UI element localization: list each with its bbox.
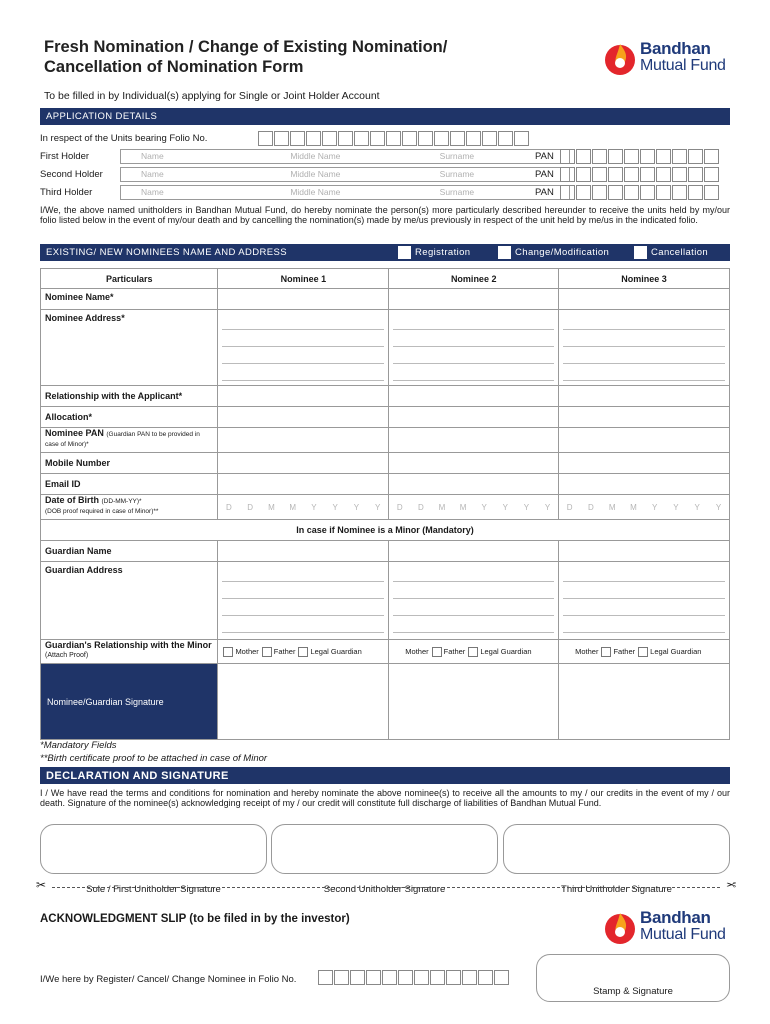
father-checkbox[interactable] — [638, 647, 648, 657]
nominees-header: EXISTING/ NEW NOMINEES NAME AND ADDRESS Registration Change/Modification Cancellation — [40, 244, 730, 261]
second-holder-pan-input[interactable] — [560, 167, 720, 182]
table-row: Particulars Nominee 1 Nominee 2 Nominee 3 — [41, 269, 730, 289]
nominee1-address-input[interactable] — [218, 310, 389, 386]
mother-checkbox[interactable] — [432, 647, 442, 657]
nominee1-mobile-input[interactable] — [218, 453, 389, 474]
nominee3-dob-input[interactable]: D D M M Y Y Y Y — [559, 495, 730, 520]
table-row: Mobile Number — [41, 453, 730, 474]
bandhan-logo: Bandhan Mutual Fund — [602, 38, 742, 78]
nominee3-email-input[interactable] — [559, 474, 730, 495]
cut-line — [36, 880, 736, 894]
second-holder-name-input[interactable]: Name Middle Name Surname — [120, 167, 570, 182]
nominee3-relationship-input[interactable] — [559, 386, 730, 407]
nominee1-signature-box[interactable] — [218, 664, 389, 740]
nominee1-name-input[interactable] — [218, 289, 389, 310]
holder-row-third: Third Holder Name Middle Name Surname PAN — [40, 185, 730, 203]
father-checkbox[interactable] — [468, 647, 478, 657]
stamp-signature-box[interactable]: Stamp & Signature — [536, 954, 730, 1002]
ack-folio-text: I/We here by Register/ Cancel/ Change Nominee in Folio No. — [40, 974, 297, 985]
table-row: Nominee Name* — [41, 289, 730, 310]
nominee2-allocation-input[interactable] — [389, 407, 559, 428]
guardian2-relation-options: Mother Father Legal Guardian — [389, 640, 559, 664]
first-holder-name-input[interactable]: Name Middle Name Surname — [120, 149, 570, 164]
table-row: Nominee Address* — [41, 310, 730, 386]
guardian2-address-input[interactable] — [389, 562, 559, 640]
guardian3-address-input[interactable] — [559, 562, 730, 640]
nominee2-pan-input[interactable] — [389, 428, 559, 453]
option-registration[interactable]: Registration — [398, 246, 471, 259]
nominee2-dob-input[interactable]: D D M M Y Y Y Y — [389, 495, 559, 520]
guardian2-name-input[interactable] — [389, 541, 559, 562]
mandatory-note: *Mandatory Fields — [40, 740, 117, 751]
folio-number-input[interactable] — [258, 131, 530, 146]
nominee3-signature-box[interactable] — [559, 664, 730, 740]
nominee2-address-input[interactable] — [389, 310, 559, 386]
nominee3-address-input[interactable] — [559, 310, 730, 386]
registration-checkbox[interactable] — [398, 246, 411, 259]
table-row: Guardian's Relationship with the Minor (Attach Proof) Mother Father Legal Guardian Mother Father Legal Guardian Mother Father Legal Guardian — [41, 640, 730, 664]
nominee3-name-input[interactable] — [559, 289, 730, 310]
table-row: Nominee/Guardian Signature — [41, 664, 730, 740]
subtitle: To be filled in by Individual(s) applying for Single or Joint Holder Account — [44, 90, 380, 102]
table-row: In case if Nominee is a Minor (Mandatory) — [41, 520, 730, 541]
declaration-text: I / We have read the terms and conditions for nomination and hereby nominate the above nominee(s) to receive all the amounts to my / our credits in the event of my / our death. Signature of the nominee(s) acknowledging receipt of my / our credit will constitute full discharge of liabilities of Bandhan Mutual Fund. — [40, 788, 730, 808]
holder-rows — [40, 149, 730, 203]
table-row: Allocation* — [41, 407, 730, 428]
scissors-icon: ✂ — [36, 878, 47, 892]
mother-checkbox[interactable] — [223, 647, 233, 657]
table-row: Nominee PAN (Guardian PAN to be provided in case of Minor)* — [41, 428, 730, 453]
nominee2-relationship-input[interactable] — [389, 386, 559, 407]
nominee2-mobile-input[interactable] — [389, 453, 559, 474]
guardian1-relation-options: Mother Father Legal Guardian — [218, 640, 389, 664]
flame-logo-icon — [602, 907, 638, 945]
ack-title: ACKNOWLEDGMENT SLIP (to be filed in by the investor) — [40, 913, 350, 925]
second-holder-signature-box[interactable]: Second Unitholder Signature — [271, 824, 498, 874]
flame-logo-icon — [602, 38, 638, 76]
nominee1-allocation-input[interactable] — [218, 407, 389, 428]
nomination-declaration-text: I/We, the above named unitholders in Bandhan Mutual Fund, do hereby nominate the person(s) more particularly described hereunder to receive the units held by my/our folio listed below in the event of my/our death and by cancelling the nomination(s) made by me/us previously in respect of the unit held by me/us in the indicated folio. — [40, 205, 730, 225]
nominee3-allocation-input[interactable] — [559, 407, 730, 428]
cancellation-checkbox[interactable] — [634, 246, 647, 259]
application-details-header: APPLICATION DETAILS — [40, 108, 730, 125]
table-row: Guardian Address — [41, 562, 730, 640]
table-row: Guardian Name — [41, 541, 730, 562]
ack-folio-input[interactable] — [318, 970, 510, 985]
table-row: Date of Birth (DD-MM-YY)* (DOB proof required in case of Minor)** D D M M Y Y Y Y D D M M Y Y Y Y D D M M Y Y Y Y — [41, 495, 730, 520]
nominee1-email-input[interactable] — [218, 474, 389, 495]
nominee-table — [40, 268, 730, 740]
nominee1-pan-input[interactable] — [218, 428, 389, 453]
holder-row-first: First Holder Name Middle Name Surname PAN — [40, 149, 730, 167]
first-holder-signature-box[interactable]: Sole / First Unitholder Signature — [40, 824, 267, 874]
father-checkbox[interactable] — [262, 647, 272, 657]
option-cancellation[interactable]: Cancellation — [634, 246, 708, 259]
scissors-icon: ✂ — [725, 878, 736, 892]
third-holder-signature-box[interactable]: Third Unitholder Signature — [503, 824, 730, 874]
guardian3-name-input[interactable] — [559, 541, 730, 562]
form-title: Fresh Nomination / Change of Existing Nomination/ Cancellation of Nomination Form — [44, 38, 448, 76]
legal-guardian-checkbox[interactable] — [298, 647, 308, 657]
mother-checkbox[interactable] — [601, 647, 611, 657]
folio-label: In respect of the Units bearing Folio No. — [40, 133, 208, 144]
table-row: Relationship with the Applicant* — [41, 386, 730, 407]
change-checkbox[interactable] — [498, 246, 511, 259]
nominee1-relationship-input[interactable] — [218, 386, 389, 407]
third-holder-pan-input[interactable] — [560, 185, 720, 200]
nominee3-mobile-input[interactable] — [559, 453, 730, 474]
guardian1-address-input[interactable] — [218, 562, 389, 640]
nominee1-dob-input[interactable]: D D M M Y Y Y Y — [218, 495, 389, 520]
bandhan-logo-ack: Bandhan Mutual Fund — [602, 907, 742, 947]
birth-proof-note: **Birth certificate proof to be attached in case of Minor — [40, 753, 268, 764]
guardian3-relation-options: Mother Father Legal Guardian — [559, 640, 730, 664]
nominee2-email-input[interactable] — [389, 474, 559, 495]
third-holder-name-input[interactable]: Name Middle Name Surname — [120, 185, 570, 200]
table-row: Email ID — [41, 474, 730, 495]
nominee2-signature-box[interactable] — [389, 664, 559, 740]
first-holder-pan-input[interactable] — [560, 149, 720, 164]
guardian1-name-input[interactable] — [218, 541, 389, 562]
nominee2-name-input[interactable] — [389, 289, 559, 310]
option-change[interactable]: Change/Modification — [498, 246, 609, 259]
declaration-header: DECLARATION AND SIGNATURE — [40, 767, 730, 784]
nominee3-pan-input[interactable] — [559, 428, 730, 453]
holder-row-second: Second Holder Name Middle Name Surname PAN — [40, 167, 730, 185]
